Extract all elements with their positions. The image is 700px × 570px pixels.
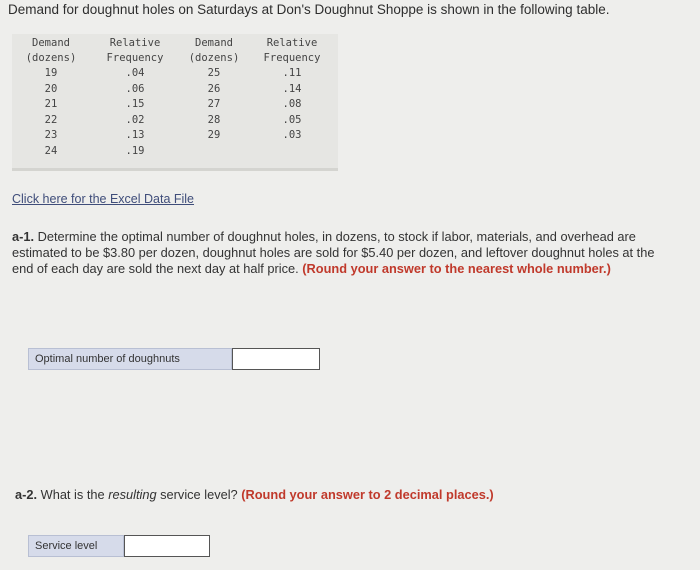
table-cell: 23	[44, 129, 58, 141]
question-number: a-2.	[15, 487, 38, 502]
column-header: Relative	[109, 37, 161, 49]
table-cell: .02	[125, 113, 145, 126]
column-header: Frequency	[106, 52, 164, 64]
table-cell: .11	[282, 67, 302, 79]
table-row	[12, 113, 336, 129]
table-row	[12, 128, 336, 144]
table-cell: 19	[44, 67, 58, 79]
table-cell: .19	[125, 144, 145, 157]
column-header: Demand	[32, 37, 70, 49]
column-header: (dozens)	[25, 52, 77, 64]
column-header: Relative	[266, 37, 318, 49]
table-row	[12, 144, 336, 160]
column-header: (dozens)	[188, 52, 240, 64]
table-cell: .15	[125, 98, 145, 110]
table-cell	[180, 144, 248, 160]
problem-header: Demand for doughnut holes on Saturdays at Don's Doughnut Shoppe is shown in the following table.	[8, 2, 610, 17]
table-cell: .05	[282, 113, 302, 126]
question-number: a-1.	[12, 229, 35, 244]
table-header-row-2	[12, 51, 336, 66]
question-text: service level?	[160, 487, 238, 502]
question-a2	[15, 487, 494, 502]
table-header-row-1	[12, 36, 336, 51]
table-cell: .03	[282, 129, 302, 141]
excel-data-link[interactable]: Click here for the Excel Data File	[12, 192, 195, 206]
frequency-table	[12, 36, 336, 159]
optimal-number-input[interactable]	[232, 348, 320, 370]
table-cell: .06	[125, 82, 145, 95]
optimal-number-answer-row	[28, 348, 320, 370]
table-cell	[248, 144, 336, 160]
table-cell: 27	[207, 98, 221, 110]
service-level-input[interactable]	[124, 535, 210, 557]
table-cell: .14	[282, 82, 302, 95]
rounding-instruction: (Round your answer to the nearest whole number.)	[302, 261, 611, 276]
frequency-table-panel	[12, 34, 338, 171]
question-a1	[12, 229, 672, 277]
question-text: What is the	[40, 487, 105, 502]
column-header: Demand	[195, 37, 233, 49]
table-cell: .04	[125, 67, 145, 79]
table-cell: 25	[207, 67, 221, 79]
table-row	[12, 82, 336, 98]
table-cell: .08	[282, 98, 302, 110]
table-cell: 20	[44, 82, 58, 95]
answer-label: Optimal number of doughnuts	[28, 348, 232, 370]
table-cell: 24	[44, 144, 58, 157]
service-level-answer-row	[28, 535, 210, 557]
table-row	[12, 66, 336, 82]
column-header: Frequency	[263, 52, 321, 64]
table-row	[12, 97, 336, 113]
question-text-italic: resulting	[108, 487, 157, 502]
answer-label: Service level	[28, 535, 124, 557]
table-cell: 26	[207, 82, 221, 95]
table-cell: 28	[207, 113, 221, 126]
table-cell: 29	[207, 129, 221, 141]
table-cell: .13	[125, 129, 145, 141]
question-text: Determine the optimal number of doughnut holes, in dozens, to stock if labor, materials, and overhead are estimated to be $3.80 per dozen, doughnut holes are sold for $5.40 per dozen, and leftover doughnut holes at the end of each day are sold the next day at half price.	[12, 229, 655, 276]
table-cell: 22	[44, 113, 58, 126]
table-cell: 21	[44, 98, 58, 110]
rounding-instruction: (Round your answer to 2 decimal places.)	[241, 487, 494, 502]
